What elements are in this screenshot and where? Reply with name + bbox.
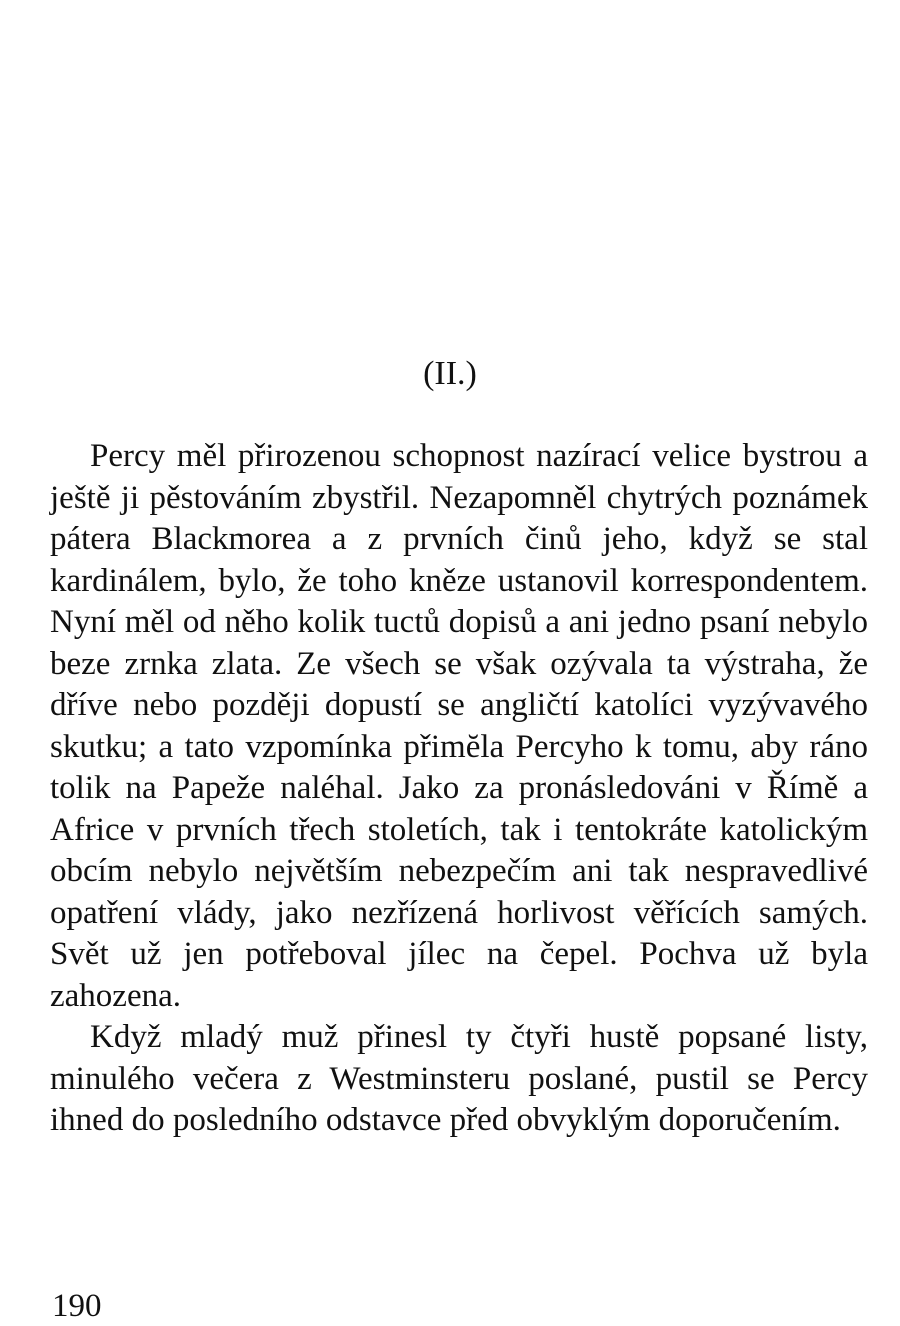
page-number: 190 <box>52 1288 102 1324</box>
paragraph-1: Percy měl přirozenou schopnost nazírací velice bystrou a ještě ji pěstováním zbystřil. Nezapomněl chytrých poznámek pátera Blackmorea a z prvních činů jeho, když se stal kardinálem, bylo, že toho kněze ustanovil korrespondentem. Nyní měl od něho kolik tuctů dopisů a ani jedno psaní nebylo beze zrnka zlata. Ze všech se však ozývala ta výstraha, že dříve nebo později dopustí se angličtí katolíci vyzývavého skutku; a tato vzpomínka přimĕla Percyho k tomu, aby ráno tolik na Papeže naléhal. Jako za pronásledováni v Římě a Africe v prvních třech stoletích, tak i tentokráte katolickým obcím nebylo největším nebezpečím ani tak nespravedlivé opatření vlády, jako nezřízená horlivost věřících samých. Svět už jen potřeboval jílec na čepel. Pochva už byla zahozena. <box>50 438 868 1014</box>
paragraph-2: Když mladý muž přinesl ty čtyři hustě popsané listy, minulého večera z Westminsteru poslané, pustil se Percy ihned do posledního odstavce před obvyklým doporučením. <box>50 1019 868 1138</box>
text-body <box>50 436 868 1142</box>
chapter-heading: (II.) <box>423 355 477 392</box>
